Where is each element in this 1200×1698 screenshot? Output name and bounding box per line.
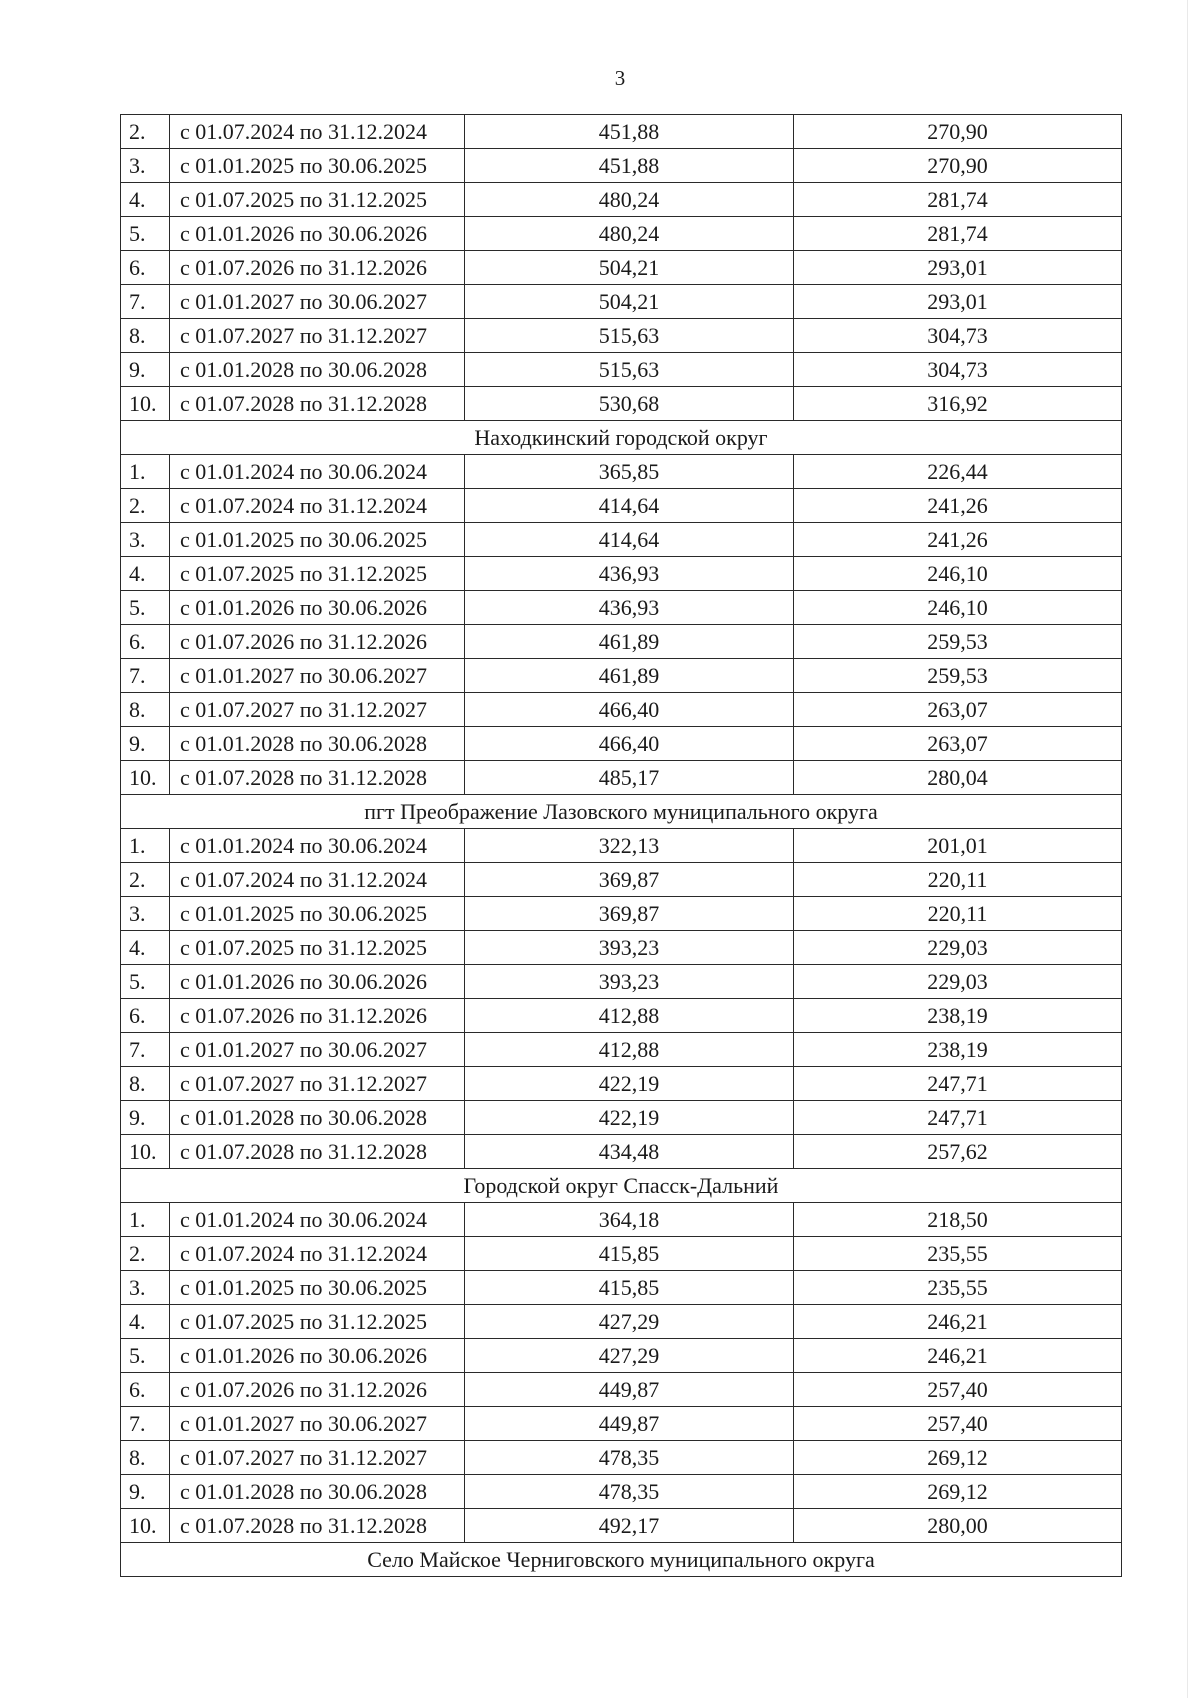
table-row xyxy=(121,1237,1122,1271)
table-row xyxy=(121,1305,1122,1339)
tariff-value-cell: 415,85 xyxy=(465,1271,794,1305)
table-row xyxy=(121,727,1122,761)
period-cell: с 01.07.2028 по 31.12.2028 xyxy=(170,1135,465,1169)
tariff-value-cell: 504,21 xyxy=(465,285,794,319)
tariff-value-cell: 393,23 xyxy=(465,931,794,965)
tariff-value-cell: 427,29 xyxy=(465,1305,794,1339)
table-row xyxy=(121,115,1122,149)
tariff-value-cell: 461,89 xyxy=(465,625,794,659)
tariff-value-cell: 238,19 xyxy=(794,1033,1122,1067)
period-cell: с 01.07.2027 по 31.12.2027 xyxy=(170,1441,465,1475)
period-cell: с 01.07.2028 по 31.12.2028 xyxy=(170,761,465,795)
period-cell: с 01.07.2026 по 31.12.2026 xyxy=(170,625,465,659)
tariff-value-cell: 270,90 xyxy=(794,149,1122,183)
table-row xyxy=(121,931,1122,965)
tariff-value-cell: 238,19 xyxy=(794,999,1122,1033)
tariff-value-cell: 270,90 xyxy=(794,115,1122,149)
section-header-row xyxy=(121,795,1122,829)
row-number-cell: 4. xyxy=(121,931,170,965)
row-number-cell: 9. xyxy=(121,1101,170,1135)
tariff-value-cell: 322,13 xyxy=(465,829,794,863)
section-header-row xyxy=(121,421,1122,455)
tariff-value-cell: 515,63 xyxy=(465,319,794,353)
tariff-value-cell: 259,53 xyxy=(794,625,1122,659)
section-title: Село Майское Черниговского муниципального округа xyxy=(121,1543,1122,1577)
tariff-value-cell: 293,01 xyxy=(794,285,1122,319)
row-number-cell: 7. xyxy=(121,1033,170,1067)
tariff-value-cell: 427,29 xyxy=(465,1339,794,1373)
tariff-value-cell: 451,88 xyxy=(465,149,794,183)
row-number-cell: 3. xyxy=(121,897,170,931)
row-number-cell: 5. xyxy=(121,965,170,999)
row-number-cell: 4. xyxy=(121,1305,170,1339)
tariff-value-cell: 226,44 xyxy=(794,455,1122,489)
table-row xyxy=(121,591,1122,625)
period-cell: с 01.07.2025 по 31.12.2025 xyxy=(170,557,465,591)
tariff-value-cell: 480,24 xyxy=(465,183,794,217)
table-row xyxy=(121,1203,1122,1237)
table-row xyxy=(121,319,1122,353)
row-number-cell: 3. xyxy=(121,523,170,557)
table-row xyxy=(121,659,1122,693)
table-row xyxy=(121,999,1122,1033)
table-row xyxy=(121,251,1122,285)
period-cell: с 01.07.2024 по 31.12.2024 xyxy=(170,863,465,897)
row-number-cell: 7. xyxy=(121,1407,170,1441)
period-cell: с 01.01.2025 по 30.06.2025 xyxy=(170,1271,465,1305)
period-cell: с 01.07.2028 по 31.12.2028 xyxy=(170,387,465,421)
tariff-value-cell: 530,68 xyxy=(465,387,794,421)
tariff-value-cell: 269,12 xyxy=(794,1441,1122,1475)
row-number-cell: 8. xyxy=(121,693,170,727)
row-number-cell: 9. xyxy=(121,1475,170,1509)
tariff-value-cell: 218,50 xyxy=(794,1203,1122,1237)
tariff-value-cell: 480,24 xyxy=(465,217,794,251)
period-cell: с 01.07.2028 по 31.12.2028 xyxy=(170,1509,465,1543)
tariff-value-cell: 280,04 xyxy=(794,761,1122,795)
tariff-value-cell: 492,17 xyxy=(465,1509,794,1543)
tariff-value-cell: 364,18 xyxy=(465,1203,794,1237)
row-number-cell: 3. xyxy=(121,149,170,183)
tariff-value-cell: 365,85 xyxy=(465,455,794,489)
tariff-value-cell: 241,26 xyxy=(794,523,1122,557)
row-number-cell: 10. xyxy=(121,761,170,795)
tariff-value-cell: 246,10 xyxy=(794,557,1122,591)
table-row xyxy=(121,1373,1122,1407)
tariff-value-cell: 504,21 xyxy=(465,251,794,285)
row-number-cell: 1. xyxy=(121,1203,170,1237)
row-number-cell: 8. xyxy=(121,319,170,353)
row-number-cell: 6. xyxy=(121,625,170,659)
period-cell: с 01.07.2025 по 31.12.2025 xyxy=(170,931,465,965)
table-row xyxy=(121,1441,1122,1475)
table-row xyxy=(121,625,1122,659)
tariff-value-cell: 461,89 xyxy=(465,659,794,693)
tariff-value-cell: 449,87 xyxy=(465,1373,794,1407)
row-number-cell: 7. xyxy=(121,285,170,319)
period-cell: с 01.01.2028 по 30.06.2028 xyxy=(170,1475,465,1509)
row-number-cell: 9. xyxy=(121,353,170,387)
tariff-value-cell: 466,40 xyxy=(465,693,794,727)
table-row xyxy=(121,523,1122,557)
tariff-value-cell: 515,63 xyxy=(465,353,794,387)
tariff-value-cell: 201,01 xyxy=(794,829,1122,863)
row-number-cell: 1. xyxy=(121,455,170,489)
row-number-cell: 6. xyxy=(121,251,170,285)
row-number-cell: 8. xyxy=(121,1441,170,1475)
period-cell: с 01.07.2027 по 31.12.2027 xyxy=(170,319,465,353)
row-number-cell: 8. xyxy=(121,1067,170,1101)
tariff-value-cell: 246,21 xyxy=(794,1339,1122,1373)
section-title: Находкинский городской округ xyxy=(121,421,1122,455)
row-number-cell: 6. xyxy=(121,1373,170,1407)
tariff-value-cell: 422,19 xyxy=(465,1067,794,1101)
table-row xyxy=(121,863,1122,897)
section-header-row xyxy=(121,1543,1122,1577)
row-number-cell: 10. xyxy=(121,1135,170,1169)
tariff-value-cell: 281,74 xyxy=(794,217,1122,251)
tariff-value-cell: 235,55 xyxy=(794,1237,1122,1271)
tariff-value-cell: 393,23 xyxy=(465,965,794,999)
table-row xyxy=(121,387,1122,421)
tariff-value-cell: 263,07 xyxy=(794,727,1122,761)
row-number-cell: 2. xyxy=(121,863,170,897)
row-number-cell: 1. xyxy=(121,829,170,863)
period-cell: с 01.01.2027 по 30.06.2027 xyxy=(170,1407,465,1441)
tariff-value-cell: 247,71 xyxy=(794,1067,1122,1101)
tariff-value-cell: 220,11 xyxy=(794,863,1122,897)
period-cell: с 01.01.2026 по 30.06.2026 xyxy=(170,965,465,999)
tariff-value-cell: 451,88 xyxy=(465,115,794,149)
tariff-value-cell: 257,40 xyxy=(794,1407,1122,1441)
table-row xyxy=(121,965,1122,999)
page-number: 3 xyxy=(614,66,626,90)
tariff-value-cell: 259,53 xyxy=(794,659,1122,693)
tariff-value-cell: 412,88 xyxy=(465,999,794,1033)
table-row xyxy=(121,1339,1122,1373)
table-row xyxy=(121,829,1122,863)
period-cell: с 01.07.2025 по 31.12.2025 xyxy=(170,183,465,217)
table-row xyxy=(121,217,1122,251)
period-cell: с 01.07.2024 по 31.12.2024 xyxy=(170,489,465,523)
tariff-value-cell: 434,48 xyxy=(465,1135,794,1169)
period-cell: с 01.07.2026 по 31.12.2026 xyxy=(170,999,465,1033)
tariff-value-cell: 369,87 xyxy=(465,863,794,897)
table-row xyxy=(121,1475,1122,1509)
section-header-row xyxy=(121,1169,1122,1203)
tariff-value-cell: 304,73 xyxy=(794,319,1122,353)
period-cell: с 01.01.2024 по 30.06.2024 xyxy=(170,1203,465,1237)
period-cell: с 01.01.2026 по 30.06.2026 xyxy=(170,217,465,251)
table-row xyxy=(121,1509,1122,1543)
tariff-value-cell: 280,00 xyxy=(794,1509,1122,1543)
period-cell: с 01.01.2025 по 30.06.2025 xyxy=(170,523,465,557)
tariff-value-cell: 304,73 xyxy=(794,353,1122,387)
table-row xyxy=(121,353,1122,387)
row-number-cell: 2. xyxy=(121,115,170,149)
row-number-cell: 2. xyxy=(121,1237,170,1271)
tariff-value-cell: 415,85 xyxy=(465,1237,794,1271)
section-title: Городской округ Спасск-Дальний xyxy=(121,1169,1122,1203)
period-cell: с 01.01.2026 по 30.06.2026 xyxy=(170,591,465,625)
tariff-value-cell: 229,03 xyxy=(794,931,1122,965)
tariff-value-cell: 414,64 xyxy=(465,523,794,557)
period-cell: с 01.01.2025 по 30.06.2025 xyxy=(170,897,465,931)
tariff-value-cell: 422,19 xyxy=(465,1101,794,1135)
table-row xyxy=(121,557,1122,591)
table-row xyxy=(121,455,1122,489)
period-cell: с 01.07.2027 по 31.12.2027 xyxy=(170,693,465,727)
tariff-value-cell: 414,64 xyxy=(465,489,794,523)
tariff-value-cell: 257,62 xyxy=(794,1135,1122,1169)
table-row xyxy=(121,1033,1122,1067)
table-row xyxy=(121,761,1122,795)
tariff-value-cell: 293,01 xyxy=(794,251,1122,285)
tariff-value-cell: 247,71 xyxy=(794,1101,1122,1135)
tariff-value-cell: 241,26 xyxy=(794,489,1122,523)
row-number-cell: 9. xyxy=(121,727,170,761)
tariff-value-cell: 281,74 xyxy=(794,183,1122,217)
row-number-cell: 5. xyxy=(121,217,170,251)
period-cell: с 01.07.2024 по 31.12.2024 xyxy=(170,115,465,149)
period-cell: с 01.01.2026 по 30.06.2026 xyxy=(170,1339,465,1373)
tariff-value-cell: 269,12 xyxy=(794,1475,1122,1509)
period-cell: с 01.01.2028 по 30.06.2028 xyxy=(170,1101,465,1135)
period-cell: с 01.01.2027 по 30.06.2027 xyxy=(170,1033,465,1067)
row-number-cell: 7. xyxy=(121,659,170,693)
tariff-value-cell: 466,40 xyxy=(465,727,794,761)
period-cell: с 01.07.2027 по 31.12.2027 xyxy=(170,1067,465,1101)
tariff-value-cell: 257,40 xyxy=(794,1373,1122,1407)
table-row xyxy=(121,897,1122,931)
row-number-cell: 6. xyxy=(121,999,170,1033)
page-edge-line xyxy=(1187,0,1188,1698)
period-cell: с 01.01.2024 по 30.06.2024 xyxy=(170,829,465,863)
tariff-value-cell: 246,21 xyxy=(794,1305,1122,1339)
tariff-value-cell: 436,93 xyxy=(465,591,794,625)
period-cell: с 01.01.2024 по 30.06.2024 xyxy=(170,455,465,489)
period-cell: с 01.07.2024 по 31.12.2024 xyxy=(170,1237,465,1271)
period-cell: с 01.07.2026 по 31.12.2026 xyxy=(170,251,465,285)
row-number-cell: 3. xyxy=(121,1271,170,1305)
period-cell: с 01.01.2027 по 30.06.2027 xyxy=(170,285,465,319)
tariff-value-cell: 316,92 xyxy=(794,387,1122,421)
row-number-cell: 10. xyxy=(121,387,170,421)
period-cell: с 01.07.2026 по 31.12.2026 xyxy=(170,1373,465,1407)
tariff-value-cell: 229,03 xyxy=(794,965,1122,999)
period-cell: с 01.01.2028 по 30.06.2028 xyxy=(170,353,465,387)
table-row xyxy=(121,1271,1122,1305)
tariff-table-body xyxy=(121,115,1122,1577)
tariff-value-cell: 478,35 xyxy=(465,1475,794,1509)
section-title: пгт Преображение Лазовского муниципального округа xyxy=(121,795,1122,829)
row-number-cell: 2. xyxy=(121,489,170,523)
period-cell: с 01.01.2025 по 30.06.2025 xyxy=(170,149,465,183)
tariff-value-cell: 436,93 xyxy=(465,557,794,591)
table-row xyxy=(121,1067,1122,1101)
table-row xyxy=(121,693,1122,727)
tariff-value-cell: 235,55 xyxy=(794,1271,1122,1305)
period-cell: с 01.01.2027 по 30.06.2027 xyxy=(170,659,465,693)
tariff-value-cell: 485,17 xyxy=(465,761,794,795)
table-row xyxy=(121,149,1122,183)
tariff-value-cell: 412,88 xyxy=(465,1033,794,1067)
table-row xyxy=(121,285,1122,319)
table-row xyxy=(121,1135,1122,1169)
tariff-value-cell: 369,87 xyxy=(465,897,794,931)
tariff-value-cell: 263,07 xyxy=(794,693,1122,727)
tariff-value-cell: 246,10 xyxy=(794,591,1122,625)
period-cell: с 01.07.2025 по 31.12.2025 xyxy=(170,1305,465,1339)
tariff-value-cell: 220,11 xyxy=(794,897,1122,931)
row-number-cell: 10. xyxy=(121,1509,170,1543)
period-cell: с 01.01.2028 по 30.06.2028 xyxy=(170,727,465,761)
table-row xyxy=(121,489,1122,523)
row-number-cell: 5. xyxy=(121,591,170,625)
tariff-value-cell: 478,35 xyxy=(465,1441,794,1475)
table-row xyxy=(121,183,1122,217)
row-number-cell: 5. xyxy=(121,1339,170,1373)
table-row xyxy=(121,1101,1122,1135)
row-number-cell: 4. xyxy=(121,557,170,591)
tariff-table xyxy=(120,114,1122,1577)
table-row xyxy=(121,1407,1122,1441)
row-number-cell: 4. xyxy=(121,183,170,217)
tariff-value-cell: 449,87 xyxy=(465,1407,794,1441)
